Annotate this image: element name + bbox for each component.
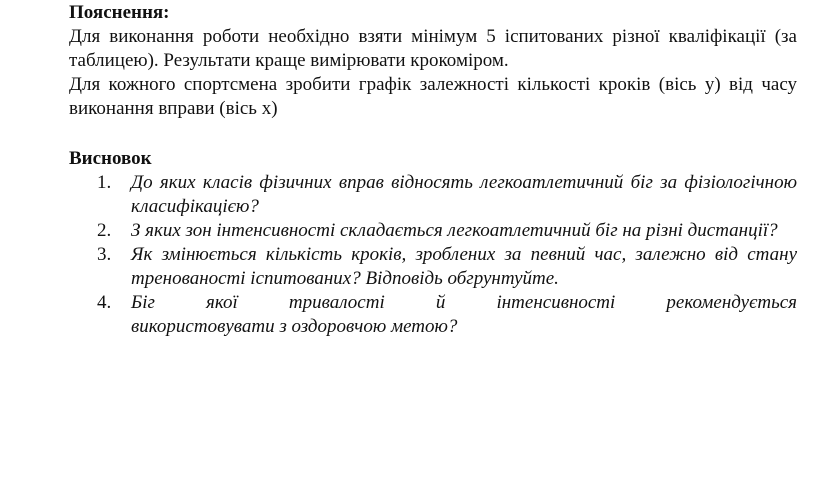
explanation-heading: Пояснення: bbox=[69, 2, 170, 23]
question-number: 3. bbox=[97, 244, 112, 265]
question-item-1 bbox=[69, 171, 797, 219]
question-text-line-2: використовувати з оздоровчою метою? bbox=[131, 316, 458, 337]
question-number: 1. bbox=[97, 172, 112, 193]
question-text: До яких класів фізичних вправ відносять легкоатлетичний біг за фізіологічною класифікацією? bbox=[131, 172, 797, 217]
question-number: 2. bbox=[97, 220, 112, 241]
conclusion-heading: Висновок bbox=[69, 148, 152, 169]
question-item-4 bbox=[69, 291, 797, 339]
question-text-line-1: Біг якої тривалості й інтенсивності рекомендується bbox=[131, 292, 797, 313]
question-item-2 bbox=[69, 219, 797, 243]
explanation-paragraph-1: Для виконання роботи необхідно взяти мінімум 5 іспитованих різної кваліфікації (за таблицею). Результати краще вимірювати крокоміром. bbox=[69, 26, 797, 71]
question-number: 4. bbox=[97, 292, 112, 313]
section-spacer bbox=[69, 121, 797, 147]
question-item-3 bbox=[69, 243, 797, 291]
question-text bbox=[131, 291, 797, 339]
question-text: Як змінюється кількість кроків, зроблених за певний час, залежно від стану тренованості іспитованих? Відповідь обгрунтуйте. bbox=[131, 244, 797, 289]
conclusion-questions bbox=[69, 171, 797, 339]
question-text: З яких зон інтенсивності складається легкоатлетичний біг на різні дистанції? bbox=[131, 220, 778, 241]
explanation-paragraph-2: Для кожного спортсмена зробити графік залежності кількості кроків (вісь у) від часу виконання вправи (вісь х) bbox=[69, 74, 797, 119]
document-page bbox=[69, 0, 797, 339]
